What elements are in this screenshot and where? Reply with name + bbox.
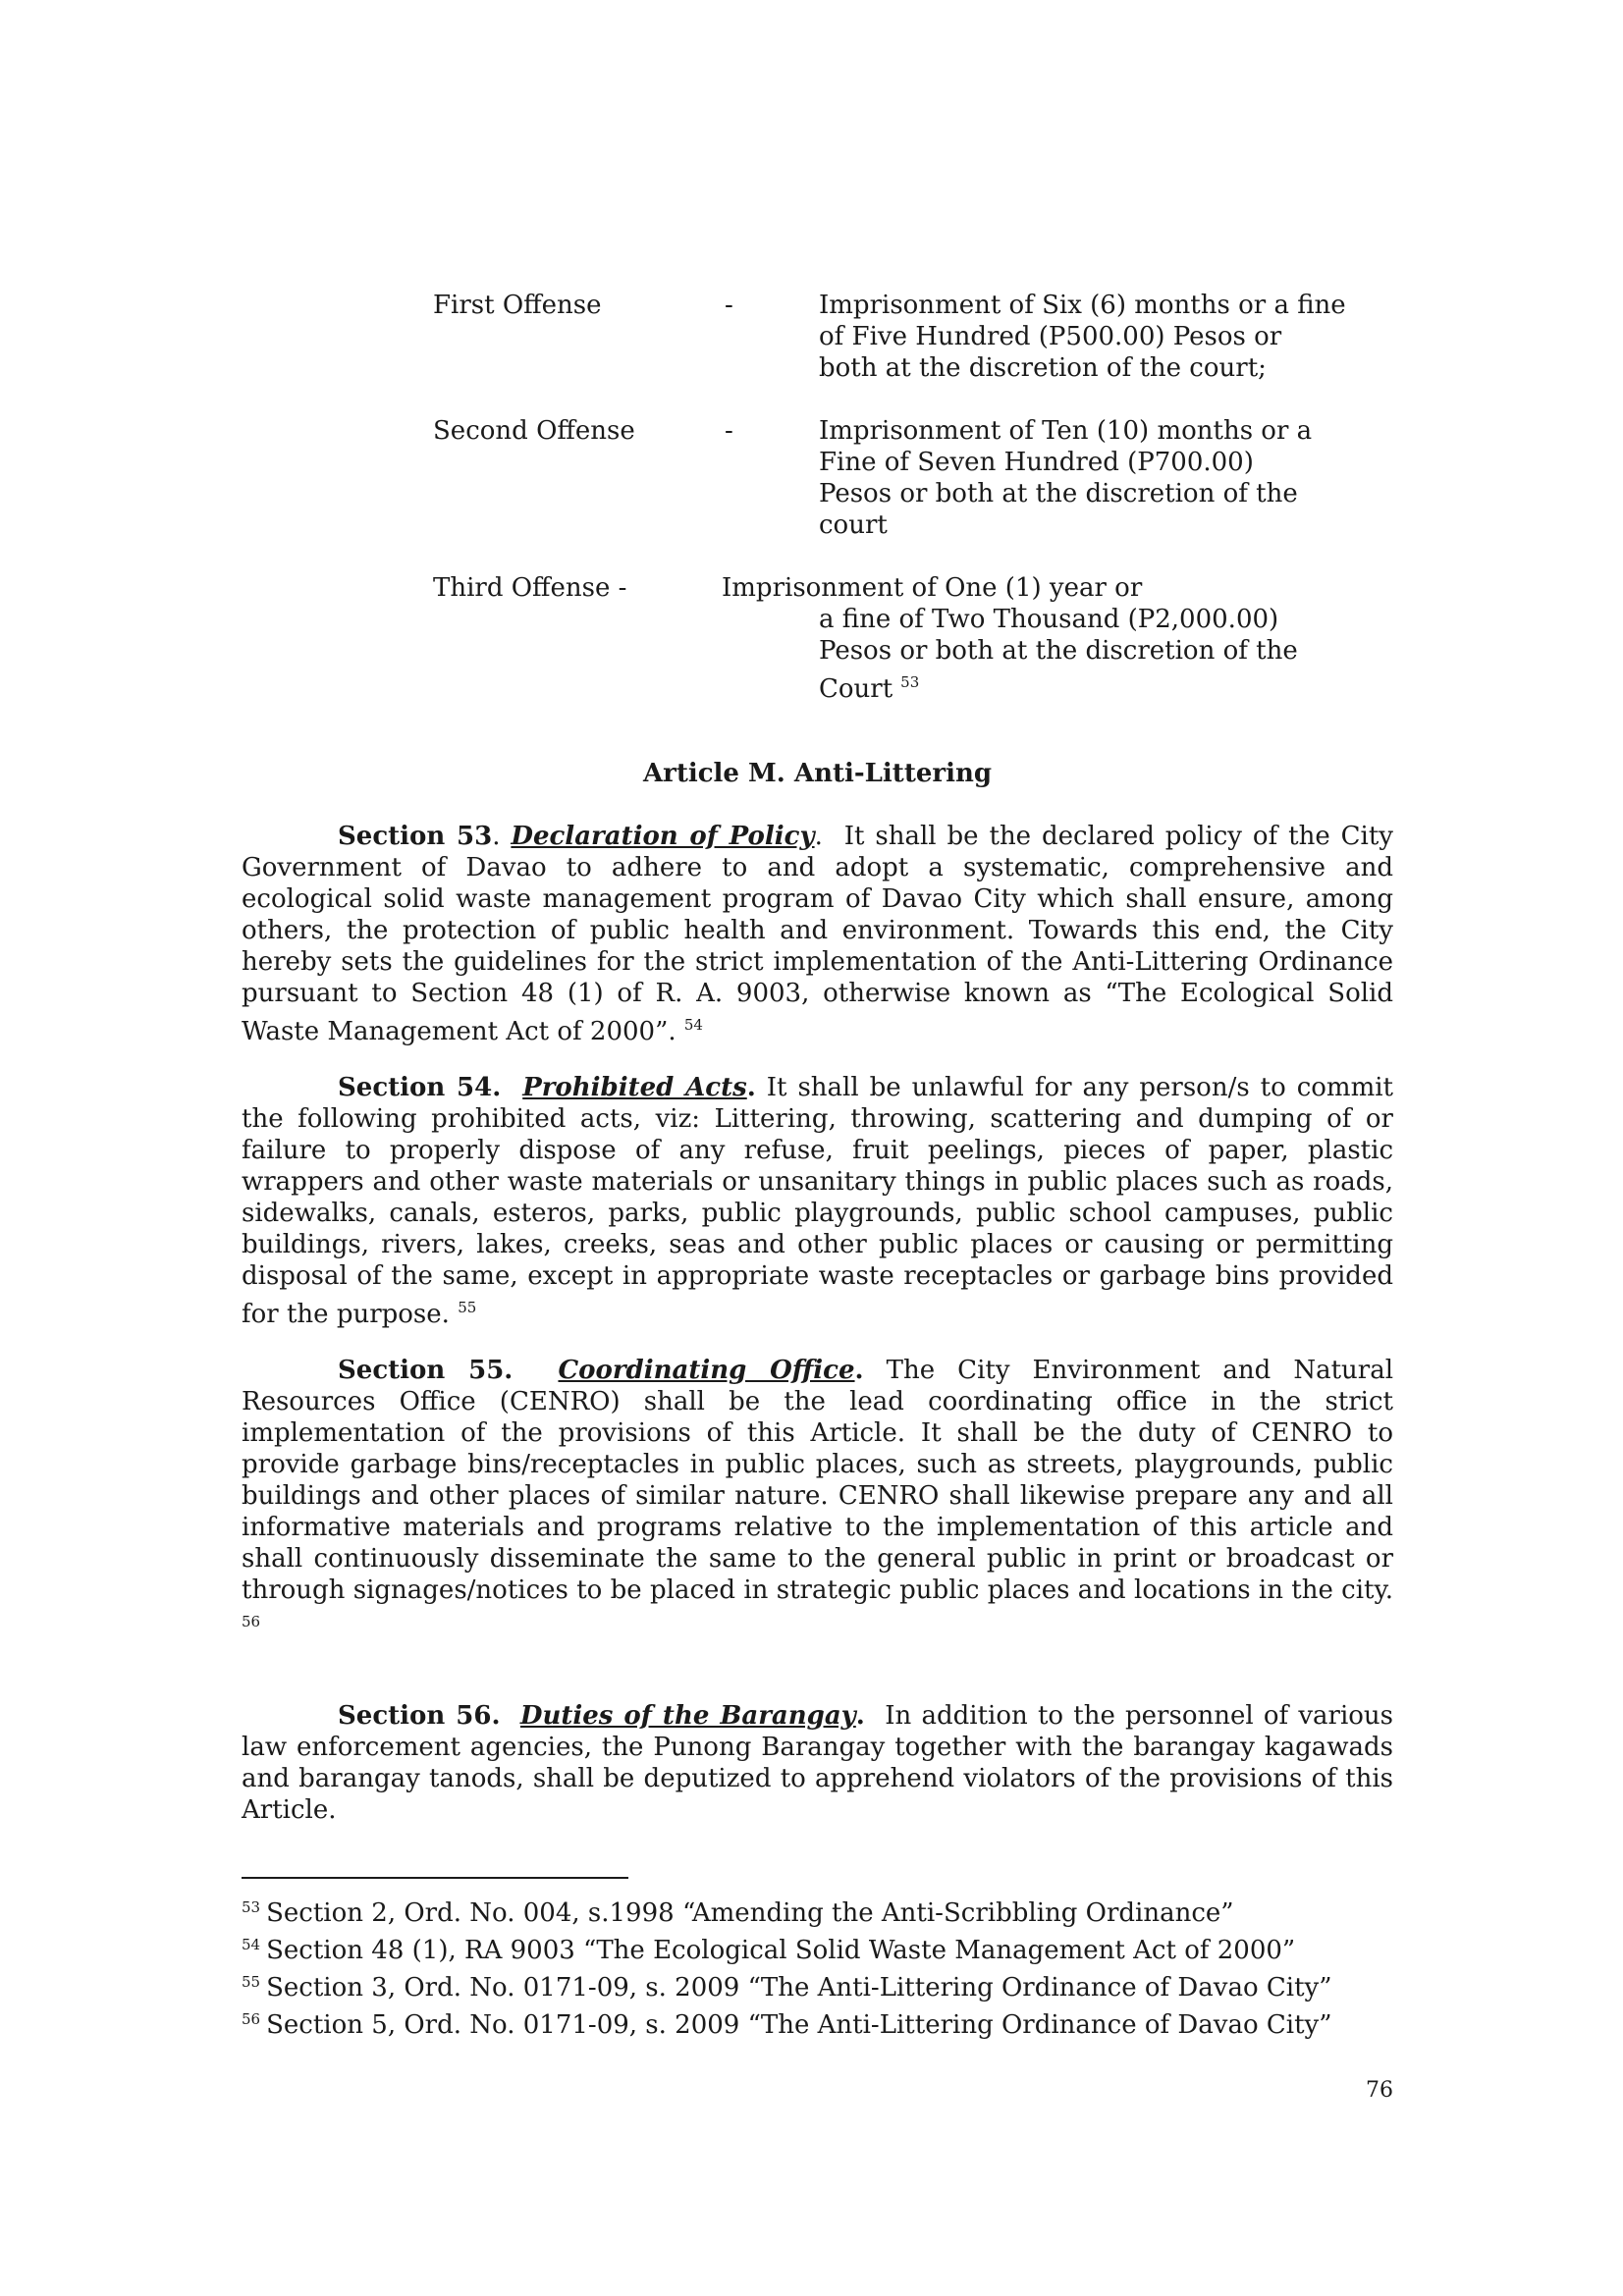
footnote-text: Section 48 (1), RA 9003 “The Ecological Solid Waste Management Act of 2000” — [266, 1936, 1296, 1965]
page-number: 76 — [1366, 2078, 1393, 2103]
section-number-suffix: . — [492, 822, 501, 851]
penalty-line: Imprisonment of Ten (10) months or a — [819, 416, 1313, 446]
footnote-ref: 53 — [900, 673, 920, 691]
section-title-suffix: . — [854, 1356, 864, 1385]
penalty-line: both at the discretion of the court; — [819, 353, 1267, 383]
section-55 — [242, 1355, 1393, 1644]
section-number: Section 55. — [338, 1356, 514, 1385]
footnote-text: Section 2, Ord. No. 004, s.1998 “Amending the Anti-Scribbling Ordinance” — [266, 1898, 1234, 1928]
footnote-ref: 56 — [242, 1613, 261, 1630]
penalty-first-line: Imprisonment of One (1) year or — [722, 573, 1143, 603]
footnote-text: Section 5, Ord. No. 0171-09, s. 2009 “The Anti-Littering Ordinance of Davao City” — [266, 2010, 1332, 2040]
offense-dash: - — [725, 416, 733, 446]
offense-penalty-text — [819, 604, 1298, 705]
penalty-line: Pesos or both at the discretion of the — [819, 479, 1298, 508]
footnote-text: Section 3, Ord. No. 0171-09, s. 2009 “The Anti-Littering Ordinance of Davao City” — [266, 1973, 1332, 2002]
offense-label: First Offense — [433, 291, 602, 320]
penalty-line: Imprisonment of Six (6) months or a fine — [819, 291, 1346, 320]
footnote — [242, 2003, 1332, 2041]
offense-label: Second Offense — [433, 416, 635, 446]
section-paragraph — [242, 1072, 1393, 1330]
section-title: Prohibited Acts — [522, 1073, 747, 1102]
footnotes — [242, 1892, 1332, 2041]
offense-dash: - — [725, 291, 733, 320]
offense-penalty-text — [819, 290, 1346, 384]
section-text: In addition to the personnel of various law enforcement agencies, the Punong Barangay together with the barangay kagawads and barangay tanods, shall be deputized to apprehend violators of the provisions of this Article. — [242, 1701, 1394, 1825]
section-54 — [242, 1072, 1393, 1330]
footnote-ref: 55 — [458, 1299, 477, 1316]
penalty-line-text: Court — [819, 674, 893, 704]
section-title-suffix: . — [855, 1701, 865, 1731]
footnote — [242, 1929, 1332, 1966]
penalty-line: a fine of Two Thousand (P2,000.00) — [819, 605, 1279, 634]
footnote-number: 53 — [242, 1898, 261, 1916]
section-53 — [242, 821, 1393, 1047]
section-56 — [242, 1700, 1393, 1826]
section-text: It shall be unlawful for any person/s to commit the following prohibited acts, viz: Littering, throwing, scattering and dumping of or failure to properly dispose of any refuse, fruit peelings, pieces of paper, plastic wrappers and other waste materials or unsanitary things in public places such as roads, sidewalks, canals, esteros, parks, public playgrounds, public school campuses, public buildings, rivers, lakes, creeks, seas and other public places or causing or permitting disposal of the same, except in appropriate waste receptacles or garbage bins provided for the purpose. — [242, 1073, 1393, 1329]
section-number: Section 56. — [338, 1701, 501, 1731]
footnote — [242, 1892, 1332, 1929]
penalty-line — [819, 667, 1298, 705]
footnote — [242, 1966, 1332, 2003]
article-title: Article M. Anti-Littering — [642, 759, 993, 788]
footnote-ref: 54 — [683, 1016, 703, 1034]
penalty-line: of Five Hundred (P500.00) Pesos or — [819, 322, 1282, 351]
footnote-number: 55 — [242, 1973, 261, 1991]
section-number: Section 54. — [338, 1073, 502, 1102]
section-title: Duties of the Barangay — [519, 1701, 856, 1731]
section-paragraph — [242, 1700, 1393, 1826]
offense-penalty-text — [819, 415, 1312, 541]
offense-label: Third Offense - — [433, 573, 627, 603]
section-title-suffix: . — [814, 822, 823, 851]
footnote-number: 54 — [242, 1936, 261, 1953]
section-text: The City Environment and Natural Resources Office (CENRO) shall be the lead coordinating office in the strict implementation of the provisions of this Article. It shall be the duty of CENRO to provide garbage bins/receptacles in public places, such as streets, playgrounds, public buildings and other places of similar nature. CENRO shall likewise prepare any and all informative materials and programs relative to the implementation of this article and shall continuously disseminate the same to the general public in print or broadcast or through signages/notices to be placed in strategic public places and locations in the city. — [242, 1356, 1394, 1605]
section-title: Declaration of Policy — [511, 822, 815, 851]
section-paragraph — [242, 1355, 1393, 1644]
section-paragraph — [242, 821, 1393, 1047]
section-number: Section 53 — [338, 822, 493, 851]
penalty-line: Fine of Seven Hundred (P700.00) — [819, 448, 1254, 477]
penalty-line: court — [819, 510, 888, 540]
section-title-suffix: . — [746, 1073, 756, 1102]
footnote-number: 56 — [242, 2010, 261, 2028]
section-title: Coordinating Office — [558, 1356, 855, 1385]
section-text: It shall be the declared policy of the City Government of Davao to adhere to and adopt a systematic, comprehensive and ecological solid waste management program of Davao City which shall ensure, among others, the protection of public health and environment. Towards this end, the City hereby sets the guidelines for the strict implementation of the Anti-Littering Ordinance pursuant to Section 48 (1) of R. A. 9003, otherwise known as “The Ecological Solid Waste Management Act of 2000”. — [242, 822, 1393, 1046]
penalty-line: Pesos or both at the discretion of the — [819, 636, 1298, 666]
footnote-separator — [242, 1877, 628, 1879]
